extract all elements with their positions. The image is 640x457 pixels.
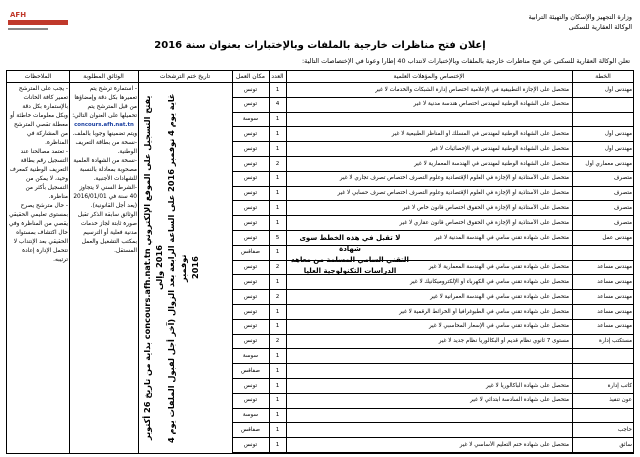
page-title: إعلان فتح مناظرات خارجية بالملفات وبالإختبارات بعنوان سنة 2016 [154,40,486,51]
col-header-plan: الخطة [572,71,634,83]
registration-link[interactable]: concours.afh.nat.tn [74,122,134,128]
notice-line: لا تقبل في هذه الخطط سوى شهادة [299,234,401,253]
cell-place: سوسة [242,116,259,123]
cell-place: تونس [243,278,258,285]
col-header-count: العدد [269,71,286,83]
cell-specialty: متحصل على شهادة السادسة ابتدائي لا غير [470,397,569,404]
cell-count: 1 [275,219,280,226]
cell-place: تونس [243,190,258,197]
cell-count: 1 [275,249,280,256]
row-divider [232,422,634,423]
cell-count: 1 [275,175,280,182]
cell-specialty: متحصل على شهادة تقني سامي في الهندسة المعمارية لا غير [428,264,569,271]
cell-plan: مهندس أول [604,86,632,93]
cell-count: 1 [275,352,280,359]
cell-plan: سائق [619,441,632,448]
cell-plan: مهندس مساعد [597,323,632,330]
cell-count: 1 [275,145,280,152]
cell-plan: متصرف [613,175,632,182]
row-divider [232,112,634,113]
cell-place: تونس [243,441,258,448]
cell-plan: متصرف [613,204,632,211]
cell-specialty: متحصل على الشهادة الوطنية لمهندس في المسلك أو المناظر الطبيعية لا غير [391,130,569,137]
row-divider [232,186,634,187]
cell-place: صفاقس [240,367,261,374]
row-divider [232,452,634,453]
col-header-specialty: الإختصاص والمؤهلات العلمية [286,71,572,83]
competitions-table [6,70,634,454]
page-header [0,6,640,38]
documents-item: ويتم تضمينها وجوبا بالملف. -نسخة من بطاقة التعريف الوطنية. [72,131,137,155]
cell-count: 1 [275,323,280,330]
cell-plan: مهندس معماري أول [585,160,632,167]
cell-place: تونس [243,130,258,137]
row-divider [232,348,634,349]
agency-logo [6,6,86,36]
cell-place: تونس [243,338,258,345]
remarks-item: - تعتمد مصالحنا عند التسجيل رقم بطاقة التعريف الوطنية كمعرف وحيد، لا يمكن من التسجيل بأكثر من مناظرة. [9,149,68,200]
page-subtitle: تعلن الوكالة العقارية للسكنى عن فتح مناظرات خارجية بالملفات وبالإختبارات لانتداب 40 إطارا وعونا في الإختصاصات التالية: [302,57,630,65]
cell-place: تونس [243,397,258,404]
cell-count: 1 [275,190,280,197]
cell-place: تونس [243,219,258,226]
row-divider [232,393,634,394]
ministry-line: وزارة التجهيز والإسكان والتهيئة الترابية [528,13,632,21]
cell-place: تونس [243,101,258,108]
cell-plan: عون تنفيذ [609,397,632,404]
cell-place: سوسة [242,352,259,359]
cell-count: 2 [275,160,280,167]
row-divider [232,126,634,127]
cell-specialty: متحصل على الشهادة الوطنية لمهندس في الهندسة المعمارية لا غير [414,160,569,167]
cell-place: تونس [243,160,258,167]
cell-count: 1 [275,204,280,211]
documents-item: -نسخة من الشهادة العلمية مصحوبة بمعادلة بالنسبة للشهادات الأجنبية. [73,158,137,182]
cell-specialty: متحصل على شهادة تقني سامي في الكهرباء أو الإلكتروميكانيك لا غير [409,278,569,285]
cell-plan: مهندس مساعد [597,308,632,315]
remarks [9,85,68,265]
cell-plan: مهندس عمل [602,234,632,241]
row-divider [232,97,634,98]
cell-count: 1 [275,308,280,315]
agency-line: الوكالة العقارية للسكنى [568,23,632,31]
cell-count: 2 [275,264,280,271]
cell-place: تونس [243,145,258,152]
row-divider [232,289,634,290]
row-divider [232,230,634,231]
cell-plan: مهندس مساعد [597,264,632,271]
cell-plan: مهندس مساعد [597,278,632,285]
cell-place: تونس [243,264,258,271]
remarks-item: - يجب على المترشح تعمير كافة الخانات بالإستمارة بكل دقة وبكل معلومات خاطئة أو معطلة تقصي المترشح من المشاركة في المناظرة. [10,86,68,146]
cell-specialty: متحصل على شهادة تقني سامي في الطبوغرافيا أو الخرائط الرقمية لا غير [399,308,569,315]
cell-plan: متصرف [613,219,632,226]
cell-plan: كاتب إدارة [607,382,632,389]
cell-plan: متصرف [613,190,632,197]
cell-count: 1 [275,426,280,433]
cell-plan: مهندس أول [604,145,632,152]
cell-plan: مهندس أول [604,130,632,137]
cell-plan: مهندس مساعد [597,293,632,300]
documents-item: الوثائق سابقة الذكر تقبل صورة ثابتة لجاز خدمات مدنية فعلية أو الترسيم بمكتب التشغيل والعمل المستقل. [77,212,137,254]
cell-specialty: متحصل على الأستاذية أو الإجازة في العلوم الإقتصادية وعلوم التصرف اختصاص تصرف حسابي لا غير [337,190,569,197]
row-divider [232,156,634,157]
cell-count: 1 [275,397,280,404]
row-divider [232,304,634,305]
deadline-line: يفتح التسجيل على الموقع الإلكتروني concours.afh.nat.tn بداية من تاريخ 26 أكتوبر 2016 وإلى [142,95,164,441]
cell-specialty: متحصل على شهادة الباكالوريا لا غير [486,382,569,389]
cell-specialty: متحصل على شهادة تقني سامي في الهندسة المدنية لا غير [434,234,569,241]
deadline-line: 2016 [190,256,200,280]
cell-place: تونس [243,323,258,330]
notice-line: التقني السامي المسلمة من معاهد [291,256,409,264]
row-divider [232,363,634,364]
cell-specialty: مستوى 7 ثانوي نظام قديم أو البكالوريا نظام جديد لا غير [438,338,569,345]
deadline-line: غاية يوم 4 نوفمبر 2016 على الساعة الرابعة بعد الزوال (آخر أجل لقبول الملفات يوم 4 نوفمبر [166,93,188,443]
cell-place: تونس [243,204,258,211]
documents-item: - استمارة ترشح يتم تعميرها بكل دقة وإمضاؤها من قبل المترشح يتم تحميلها على العنوان التالي: [72,86,137,119]
cell-count: 1 [275,278,280,285]
cell-count: 1 [275,441,280,448]
cell-place: سوسة [242,412,259,419]
row-divider [232,334,634,335]
documents-item: -الشرط السني لا يتجاوز 40 سنة في 2016/01/01 (يعد أجل القانونية). [73,185,137,209]
col-header-documents: الوثائق المطلوبة [69,71,138,83]
cell-place: تونس [243,234,258,241]
cell-count: 4 [275,101,280,108]
cell-place: تونس [243,175,258,182]
cell-count: 2 [275,338,280,345]
row-divider [232,319,634,320]
cell-specialty: متحصل على الأستاذية أو الإجازة في الحقوق اختصاص قانون خاص لا غير [402,204,569,211]
cell-place: صفاقس [240,249,261,256]
row-divider [232,171,634,172]
row-divider [232,437,634,438]
cell-count: 1 [275,412,280,419]
cell-plan: مستكتب إدارة [599,338,632,345]
cell-count: 1 [275,130,280,137]
ministry-heading [528,12,632,32]
cell-place: تونس [243,308,258,315]
diploma-notice [290,233,410,277]
cell-place: تونس [243,382,258,389]
row-divider [232,378,634,379]
row-divider [232,408,634,409]
row-divider [232,141,634,142]
cell-specialty: متحصل على شهادة تقني سامي في الإسعار المحاسبي لا غير [428,323,569,330]
cell-place: تونس [243,293,258,300]
cell-count: 1 [275,116,280,123]
cell-specialty: متحصل على الشهادة الوطنية لمهندس اختصاص هندسة مدنية لا غير [413,101,569,108]
cell-specialty: متحصل على شهادة تقني سامي في الهندسة العمرانية لا غير [430,293,569,300]
cell-place: تونس [243,86,258,93]
remarks-item: - حال مترشح يصرح بمستوى تعليمي الحقيقي يقصي من المناظرة وفي حال اكتشاف بمستواه الحقيقي بعد الإنتداب لا تتحمل الإدارة إعادة ترتيبه. [9,203,68,263]
row-divider [232,200,634,201]
cell-specialty: متحصل على شهادة ختم التعليم الأساسي لا غير [459,441,569,448]
deadline-text [141,84,229,452]
cell-place: صفاقس [240,426,261,433]
required-documents [71,85,137,256]
row-divider [232,215,634,216]
cell-count: 5 [275,234,280,241]
cell-specialty: متحصل على الإجازة التطبيقية في الإعلامية اختصاص إدارة الشبكات والخدمات لا غير [375,86,569,93]
cell-count: 1 [275,382,280,389]
col-header-place: مكان العمل [232,71,269,83]
col-header-remarks: الملاحظات [7,71,69,83]
cell-count: 1 [275,367,280,374]
cell-specialty: متحصل على الشهادة الوطنية لمهندس في الإحصائيات لا غير [430,145,569,152]
cell-plan: حاجب [617,426,632,433]
svg-text:AFH: AFH [10,11,27,19]
cell-count: 1 [275,86,280,93]
cell-specialty: متحصل على الأستاذية أو الإجازة في الحقوق اختصاص قانون عقاري لا غير [399,219,569,226]
cell-count: 2 [275,293,280,300]
notice-line: الدراسات التكنولوجية العليا [303,267,397,275]
col-header-deadline: تاريخ ختم الترشحات [138,71,232,83]
cell-specialty: متحصل على الأستاذية أو الإجازة في العلوم الإقتصادية وعلوم التصرف اختصاص تصرف تجاري لا غير [339,175,569,182]
